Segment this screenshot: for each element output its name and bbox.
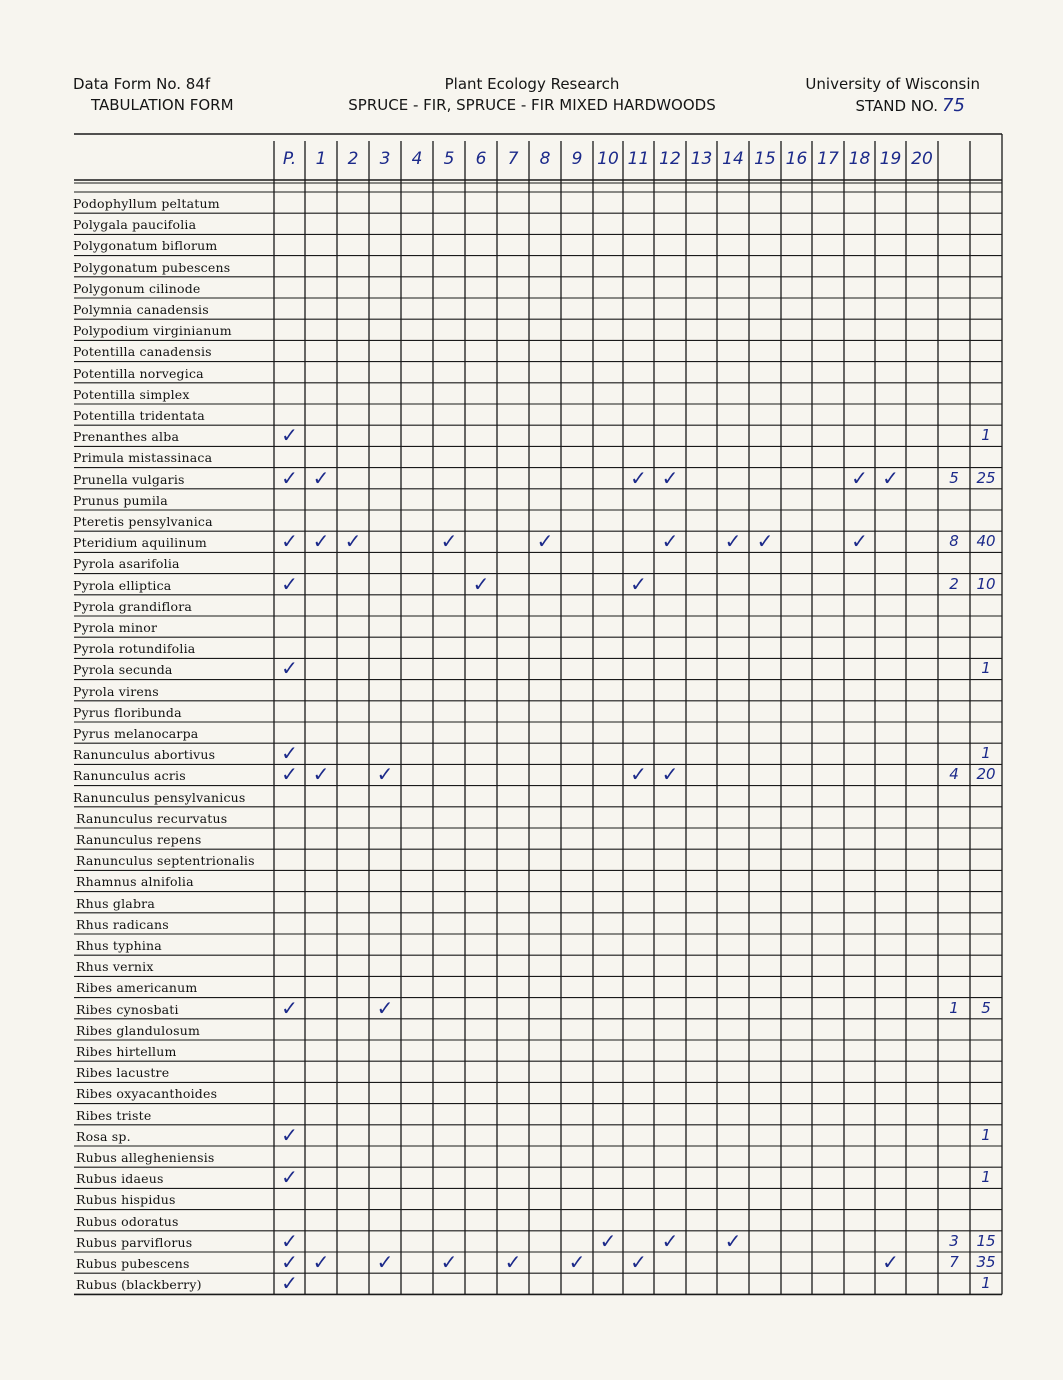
- check-mark: ✓: [851, 529, 868, 554]
- frequency-percent: 35: [976, 1253, 996, 1271]
- check-mark: ✓: [281, 1228, 298, 1253]
- species-name: Pyrola virens: [73, 683, 159, 699]
- frequency-percent: 15: [976, 1231, 996, 1250]
- check-mark: ✓: [312, 529, 330, 554]
- frequency-percent: 1: [981, 659, 991, 678]
- column-header: P.: [282, 149, 297, 169]
- species-name: Ribes cynosbati: [76, 1001, 179, 1017]
- column-header: 2: [347, 149, 359, 169]
- frequency-count: 8: [949, 532, 959, 551]
- species-name: Pyrola elliptica: [73, 577, 172, 593]
- form-number: Data Form No. 84f: [73, 75, 211, 93]
- species-name: Ribes glandulosum: [76, 1022, 200, 1038]
- species-name: Ribes hirtellum: [76, 1044, 177, 1059]
- frequency-percent: 25: [976, 468, 996, 487]
- column-header: 3: [379, 149, 391, 169]
- species-name: Potentilla norvegica: [73, 365, 204, 381]
- check-mark: ✓: [536, 529, 554, 554]
- species-name: Pyrus melanocarpa: [73, 726, 199, 741]
- frequency-count: 4: [949, 765, 959, 784]
- column-header: 6: [475, 149, 487, 169]
- check-mark: ✓: [724, 529, 742, 554]
- stand-number-label: STAND NO.: [855, 97, 938, 115]
- check-mark: ✓: [440, 529, 458, 554]
- column-header: 16: [785, 149, 808, 169]
- check-mark: ✓: [661, 529, 679, 554]
- species-name: Rhus radicans: [76, 916, 169, 932]
- species-name: Rubus pubescens: [76, 1256, 190, 1271]
- column-header: 19: [879, 149, 902, 169]
- check-mark: ✓: [376, 995, 394, 1020]
- species-name: Ribes oxyacanthoides: [76, 1086, 218, 1102]
- species-name: Rubus (blackberry): [76, 1277, 202, 1293]
- species-name: Potentilla tridentata: [73, 408, 205, 423]
- species-name: Pyrus floribunda: [73, 704, 182, 720]
- frequency-percent: 1: [981, 1274, 991, 1293]
- species-name: Rubus hispidus: [76, 1192, 176, 1208]
- check-mark: ✓: [630, 465, 647, 490]
- check-mark: ✓: [851, 465, 868, 490]
- species-name: Podophyllum peltatum: [73, 196, 220, 211]
- check-mark: ✓: [281, 1250, 298, 1274]
- column-header: 4: [411, 149, 423, 169]
- species-name: Pteridium aquilinum: [73, 535, 207, 551]
- frequency-percent: 10: [976, 574, 996, 593]
- university-name: University of Wisconsin: [805, 75, 980, 93]
- column-header: 7: [507, 149, 519, 169]
- check-mark: ✓: [630, 762, 647, 787]
- species-name: Polygala paucifolia: [73, 217, 197, 233]
- column-header: 9: [571, 149, 583, 169]
- species-name: Polypodium virginianum: [73, 323, 232, 339]
- check-mark: ✓: [440, 1250, 458, 1274]
- check-mark: ✓: [281, 529, 298, 554]
- species-name: Primula mistassinaca: [73, 450, 213, 466]
- species-name: Ranunculus septentrionalis: [76, 853, 255, 869]
- check-mark: ✓: [504, 1250, 522, 1274]
- check-mark: ✓: [882, 1250, 899, 1274]
- form-type: TABULATION FORM: [91, 96, 234, 114]
- column-header: 20: [911, 149, 933, 169]
- check-mark: ✓: [312, 762, 330, 787]
- frequency-percent: 5: [981, 998, 991, 1017]
- check-mark: ✓: [661, 762, 679, 787]
- species-name: Ribes triste: [76, 1107, 152, 1123]
- column-header: 17: [817, 149, 839, 169]
- check-mark: ✓: [281, 423, 298, 448]
- column-header: 1: [315, 149, 327, 169]
- species-name: Polymnia canadensis: [73, 302, 209, 317]
- check-mark: ✓: [599, 1228, 617, 1253]
- check-mark: ✓: [312, 465, 330, 490]
- column-header: 8: [539, 149, 551, 169]
- check-mark: ✓: [281, 1165, 298, 1190]
- frequency-count: 3: [949, 1231, 959, 1250]
- column-header: 11: [627, 149, 650, 169]
- species-name: Ribes americanum: [76, 980, 198, 996]
- column-header: 18: [848, 149, 871, 169]
- species-name: Rubus parviflorus: [76, 1234, 193, 1250]
- species-name: Rubus allegheniensis: [76, 1150, 215, 1165]
- check-mark: ✓: [724, 1228, 742, 1253]
- check-mark: ✓: [281, 741, 298, 766]
- check-mark: ✓: [281, 1271, 298, 1296]
- species-name: Prunus pumila: [73, 492, 168, 508]
- check-mark: ✓: [630, 571, 647, 596]
- check-mark: ✓: [281, 762, 298, 787]
- frequency-percent: 1: [981, 744, 991, 763]
- check-mark: ✓: [376, 762, 394, 787]
- form-subtitle: SPRUCE - FIR, SPRUCE - FIR MIXED HARDWOODS: [348, 96, 716, 114]
- frequency-percent: 1: [981, 1125, 991, 1144]
- frequency-percent: 1: [981, 426, 991, 445]
- check-mark: ✓: [312, 1250, 330, 1274]
- species-name: Rhamnus alnifolia: [76, 874, 194, 890]
- check-mark: ✓: [568, 1250, 586, 1274]
- species-name: Ribes lacustre: [76, 1065, 170, 1081]
- column-header: 5: [443, 149, 455, 169]
- species-name: Pteretis pensylvanica: [73, 514, 213, 529]
- species-name: Polygonatum biflorum: [73, 238, 218, 254]
- check-mark: ✓: [661, 465, 679, 490]
- check-mark: ✓: [630, 1250, 647, 1274]
- organization-name: Plant Ecology Research: [444, 75, 620, 93]
- species-name: Ranunculus acris: [73, 768, 186, 784]
- check-mark: ✓: [344, 529, 362, 554]
- species-name: Prenanthes alba: [73, 429, 180, 445]
- species-name: Rhus typhina: [76, 938, 162, 953]
- check-mark: ✓: [281, 995, 298, 1020]
- species-name: Rosa sp.: [76, 1128, 131, 1144]
- check-mark: ✓: [472, 571, 490, 596]
- frequency-count: 1: [949, 998, 959, 1017]
- species-name: Rubus odoratus: [76, 1213, 179, 1229]
- frequency-percent: 20: [976, 765, 996, 784]
- column-header: 15: [754, 149, 776, 169]
- check-mark: ✓: [281, 656, 298, 681]
- frequency-percent: 40: [976, 532, 996, 551]
- species-name: Ranunculus abortivus: [73, 747, 216, 763]
- species-name: Ranunculus pensylvanicus: [73, 789, 246, 805]
- column-header: 12: [659, 149, 681, 169]
- species-name: Polygonum cilinode: [73, 280, 201, 296]
- frequency-count: 2: [949, 574, 959, 593]
- species-name: Potentilla canadensis: [73, 344, 212, 360]
- check-mark: ✓: [281, 465, 298, 490]
- frequency-count: 5: [949, 468, 959, 487]
- frequency-percent: 1: [981, 1168, 991, 1187]
- species-name: Rhus vernix: [76, 959, 154, 975]
- species-name: Rhus glabra: [76, 895, 155, 911]
- column-header: 10: [597, 149, 619, 169]
- species-name: Potentilla simplex: [73, 386, 190, 402]
- species-name: Ranunculus recurvatus: [76, 810, 228, 826]
- species-name: Polygonatum pubescens: [73, 259, 231, 275]
- species-name: Pyrola minor: [73, 620, 158, 635]
- species-name: Pyrola secunda: [73, 662, 173, 678]
- species-name: Prunella vulgaris: [73, 471, 185, 487]
- stand-number-value: 75: [942, 95, 965, 116]
- species-name: Rubus idaeus: [76, 1171, 164, 1187]
- species-name: Ranunculus repens: [76, 832, 202, 847]
- check-mark: ✓: [281, 1122, 298, 1147]
- check-mark: ✓: [661, 1228, 679, 1253]
- check-mark: ✓: [882, 465, 899, 490]
- check-mark: ✓: [756, 529, 774, 554]
- check-mark: ✓: [281, 571, 298, 596]
- species-name: Pyrola grandiflora: [73, 598, 193, 614]
- species-name: Pyrola asarifolia: [73, 556, 180, 572]
- check-mark: ✓: [376, 1250, 394, 1274]
- species-name: Pyrola rotundifolia: [73, 641, 196, 657]
- frequency-count: 7: [949, 1253, 959, 1271]
- column-header: 14: [722, 149, 744, 169]
- column-header: 13: [690, 149, 713, 169]
